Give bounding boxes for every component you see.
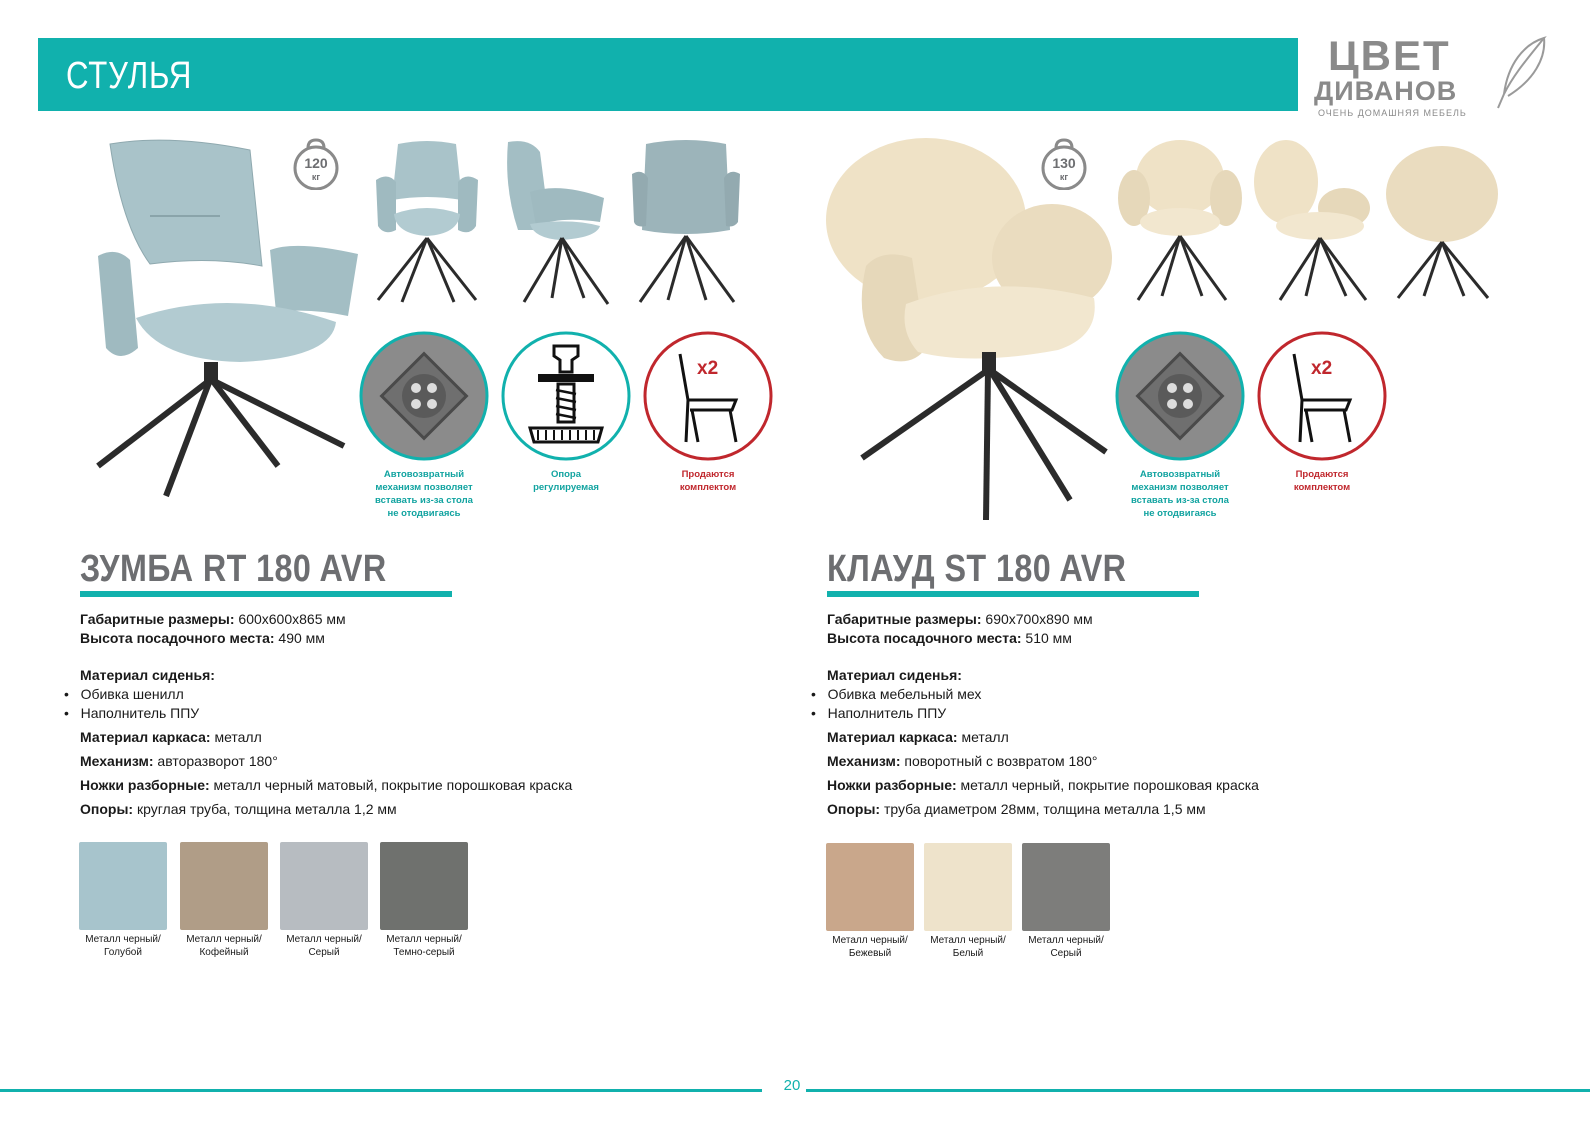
weight-value: 120 bbox=[304, 155, 328, 171]
swatch-beige bbox=[826, 843, 914, 931]
logo-line2: ДИВАНОВ bbox=[1314, 76, 1458, 106]
swatch-caption: Металл черный/ Голубой bbox=[85, 934, 161, 958]
swatch-dark-gray bbox=[380, 842, 468, 930]
footer-line-left bbox=[0, 1089, 762, 1092]
swatch-blue bbox=[79, 842, 167, 930]
specs-cloud: Габаритные размеры: 690х700х890 мм Высота посадочного места: 510 мм Материал сиденья: • Обивка мебельный мех • Наполнитель ППУ Материал каркаса: металл Механизм: поворотный с возвратом 180° Ножки разборные: металл черный, покрытие порошковая краска Опоры: труба диаметром 28мм, толщина металла 1,5 мм bbox=[811, 611, 1259, 817]
main-chair-image-zumba bbox=[80, 136, 370, 506]
chair-view-back bbox=[630, 138, 742, 305]
title-underline bbox=[80, 591, 452, 597]
swatch-caption: Металл черный/ Серый bbox=[286, 934, 362, 958]
brand-logo bbox=[1314, 32, 1558, 118]
logo-tagline: ОЧЕНЬ ДОМАШНЯЯ МЕБЕЛЬ bbox=[1318, 108, 1467, 118]
swatch-caption: Металл черный/ Белый bbox=[930, 935, 1006, 959]
swatch-coffee bbox=[180, 842, 268, 930]
swatch-caption: Металл черный/ Бежевый bbox=[832, 935, 908, 959]
swatch-gray bbox=[280, 842, 368, 930]
adjustable-foot-icon bbox=[500, 330, 632, 462]
chair-x2-icon bbox=[642, 330, 774, 462]
swivel-mechanism-icon bbox=[1114, 330, 1246, 462]
header-bar bbox=[38, 38, 1298, 111]
badge-caption-foot: Опора регулируемая bbox=[533, 469, 599, 493]
chair-view-side bbox=[1250, 138, 1374, 305]
chair-view-front bbox=[1118, 138, 1242, 303]
badge-caption-swivel: Автовозвратный механизм позволяет вставать из-за стола не отодвигаясь bbox=[1131, 469, 1229, 519]
page-number: 20 bbox=[783, 1077, 801, 1094]
swatch-caption: Металл черный/ Кофейный bbox=[186, 934, 262, 958]
logo-line1: ЦВЕТ bbox=[1328, 32, 1451, 79]
chair-x2-icon bbox=[1256, 330, 1388, 462]
weight-value: 130 bbox=[1052, 155, 1076, 171]
model-title-zumba: ЗУМБА RT 180 AVR bbox=[80, 548, 387, 590]
page-title: СТУЛЬЯ bbox=[66, 55, 193, 97]
footer-line-right bbox=[806, 1089, 1590, 1092]
main-chair-image-cloud bbox=[822, 136, 1118, 526]
badge-caption-swivel: Автовозвратный механизм позволяет вставать из-за стола не отодвигаясь bbox=[375, 469, 473, 519]
weight-unit: кг bbox=[311, 172, 321, 182]
specs-zumba: Габаритные размеры: 600х600х865 мм Высота посадочного места: 490 мм Материал сиденья: • Обивка шенилл • Наполнитель ППУ Материал каркаса: металл Механизм: авторазворот 180° Ножки разборные: металл черный матовый, покрытие порошковая краска Опоры: круглая труба, толщина металла 1,2 мм bbox=[64, 611, 573, 817]
swatch-caption: Металл черный/ Темно-серый bbox=[386, 934, 462, 958]
feather-icon bbox=[1494, 34, 1554, 112]
swatch-gray bbox=[1022, 843, 1110, 931]
title-underline bbox=[827, 591, 1199, 597]
swatch-white bbox=[924, 843, 1012, 931]
badge-caption-set: Продаются комплектом bbox=[1293, 469, 1351, 493]
chair-view-front bbox=[372, 140, 482, 305]
weight-unit: кг bbox=[1059, 172, 1069, 182]
badge-caption-set: Продаются комплектом bbox=[679, 469, 737, 493]
multiplier-label: x2 bbox=[1311, 358, 1333, 379]
multiplier-label: x2 bbox=[697, 358, 719, 379]
chair-view-side bbox=[500, 138, 610, 305]
swatch-caption: Металл черный/ Серый bbox=[1028, 935, 1104, 959]
model-title-cloud: КЛАУД ST 180 AVR bbox=[827, 548, 1127, 590]
swivel-mechanism-icon bbox=[358, 330, 490, 462]
chair-view-back bbox=[1380, 138, 1504, 305]
